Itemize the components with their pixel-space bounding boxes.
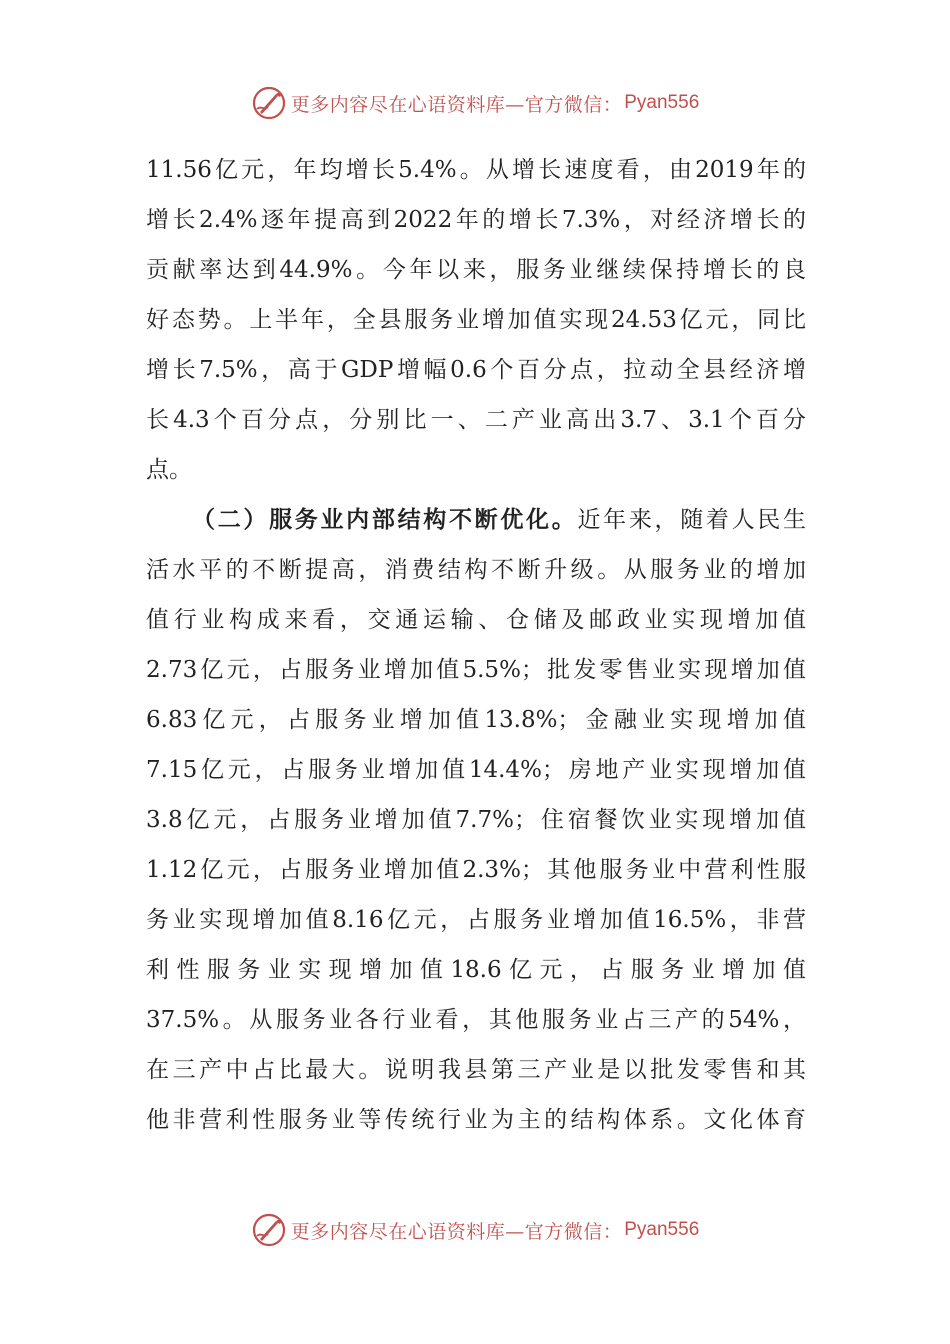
- watermark-text: 更多内容尽在心语资料库—官方微信：: [290, 1220, 623, 1243]
- text-line: 长4.3个百分点，分别比一、二产业高出3.7、3.1个百分: [146, 407, 806, 433]
- text-line: 利性服务业实现增加值18.6亿元，占服务业增加值: [146, 957, 806, 983]
- watermark-text: 更多内容尽在心语资料库—官方微信：: [290, 93, 623, 116]
- text-line: 在三产中占比最大。说明我县第三产业是以批发零售和其: [146, 1057, 806, 1083]
- text-line: 2.73亿元，占服务业增加值5.5%；批发零售业实现增加值: [146, 657, 806, 683]
- text-line: 务业实现增加值8.16亿元，占服务业增加值16.5%，非营: [146, 907, 806, 933]
- text-line: 贡献率达到44.9%。今年以来，服务业继续保持增长的良: [146, 257, 806, 283]
- section-heading: （二）服务业内部结构不断优化。: [192, 506, 578, 533]
- text-line: 6.83亿元，占服务业增加值13.8%；金融业实现增加值: [146, 707, 806, 733]
- text-line: 7.15亿元，占服务业增加值14.4%；房地产业实现增加值: [146, 757, 806, 783]
- footer-watermark: [0, 1208, 950, 1252]
- paragraph-1: [146, 145, 806, 495]
- paragraph-first-line: [146, 495, 806, 545]
- quill-logo-icon: [251, 85, 287, 121]
- quill-logo-icon: [251, 1212, 287, 1248]
- text-line: 增长7.5%，高于GDP增幅0.6个百分点，拉动全县经济增: [146, 357, 806, 383]
- paragraph-2: [146, 495, 806, 1145]
- text-line: 值行业构成来看，交通运输、仓储及邮政业实现增加值: [146, 607, 806, 633]
- text-span: 近年来，随着人民生: [577, 507, 807, 533]
- text-line: 活水平的不断提高，消费结构不断升级。从服务业的增加: [146, 557, 806, 583]
- text-line: 37.5%。从服务业各行业看，其他服务业占三产的54%，: [146, 1007, 806, 1033]
- text-line: 好态势。上半年，全县服务业增加值实现24.53亿元，同比: [146, 307, 806, 333]
- document-body: [146, 145, 806, 1145]
- watermark-wechat-id: Pyan556: [624, 92, 700, 113]
- header-watermark: [0, 81, 950, 125]
- text-line: 他非营利性服务业等传统行业为主的结构体系。文化体育: [146, 1107, 806, 1133]
- text-line: 点。: [146, 457, 192, 483]
- watermark-wechat-id: Pyan556: [624, 1219, 700, 1240]
- text-line: 1.12亿元，占服务业增加值2.3%；其他服务业中营利性服: [146, 857, 806, 883]
- text-line: 11.56亿元，年均增长5.4%。从增长速度看，由2019年的: [146, 157, 806, 183]
- text-line: 增长2.4%逐年提高到2022年的增长7.3%，对经济增长的: [146, 207, 806, 233]
- text-line: 3.8亿元，占服务业增加值7.7%；住宿餐饮业实现增加值: [146, 807, 806, 833]
